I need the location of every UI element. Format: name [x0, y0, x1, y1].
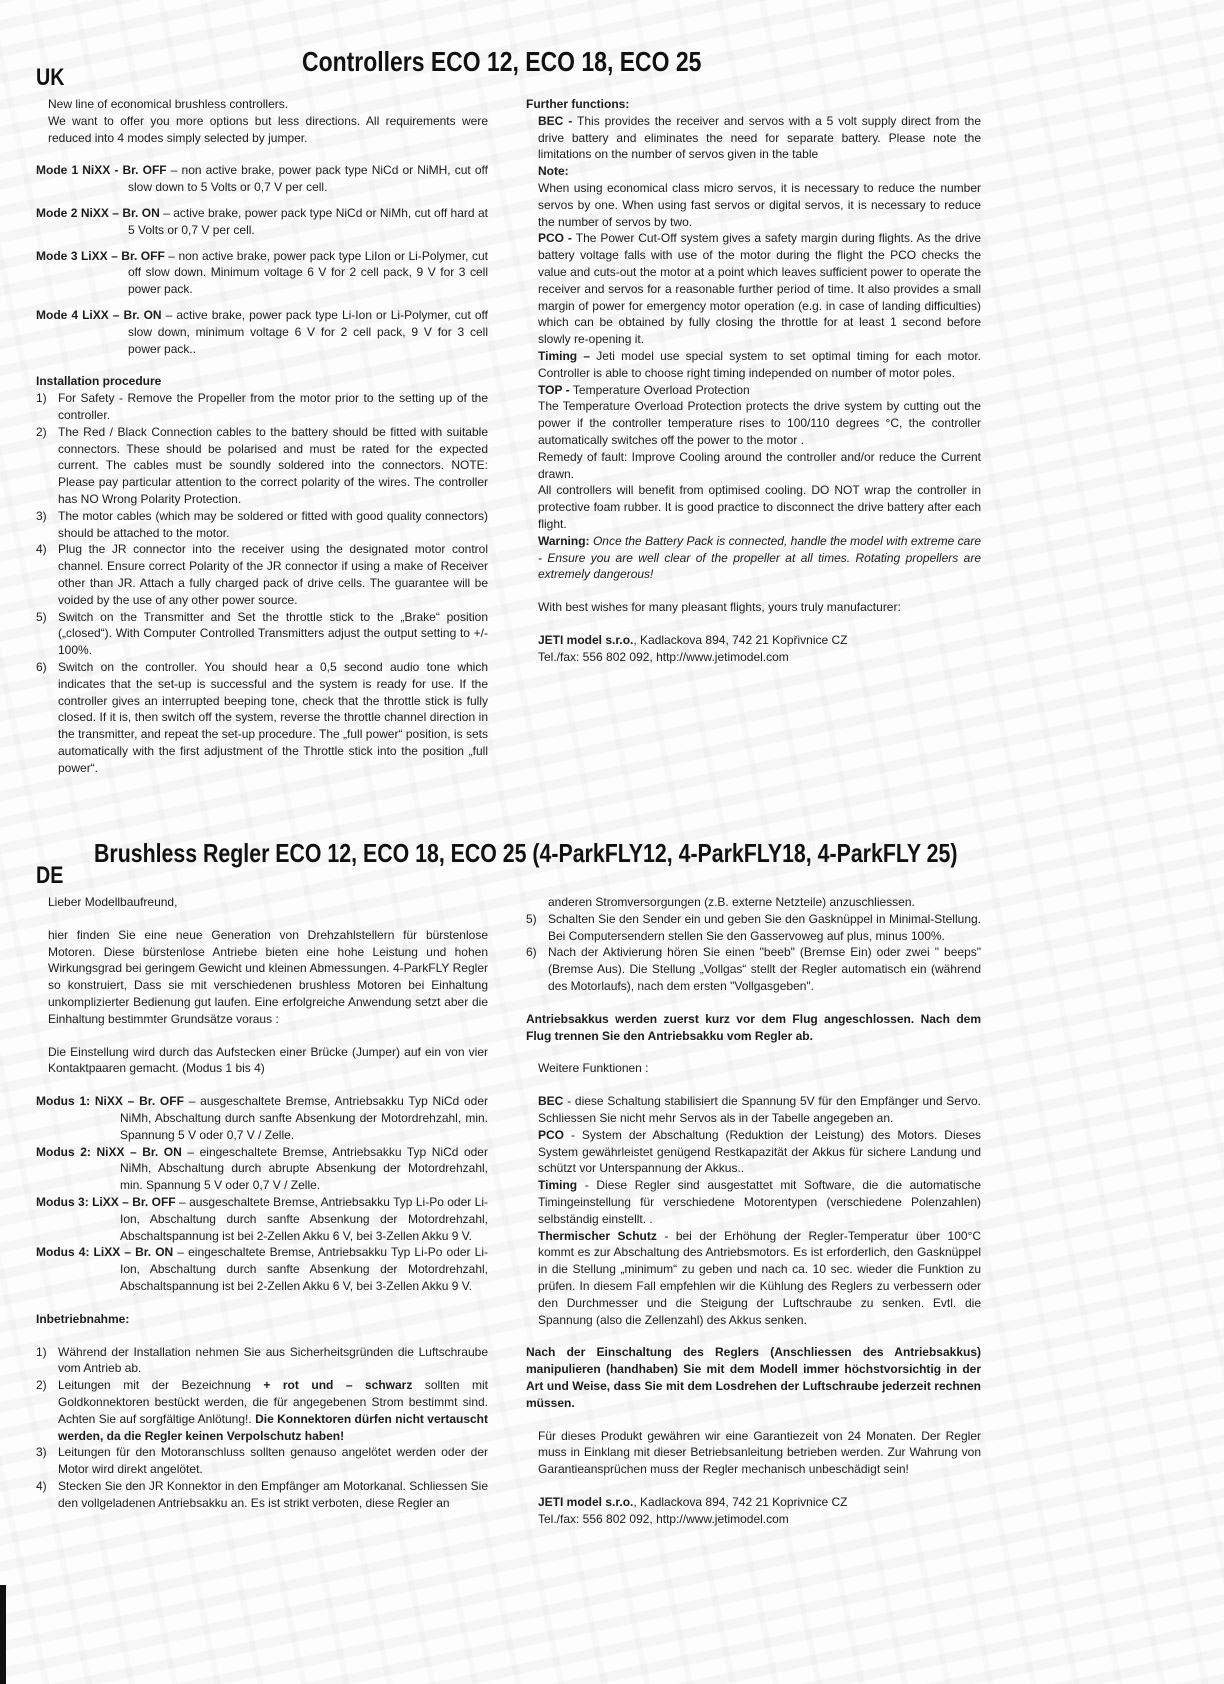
step-number: 1)	[36, 391, 47, 406]
uk-mode-1-text: – non active brake, power pack type NiCd or NiMH, cut off slow down to 5 Volts or 0,7 V per cell.	[128, 163, 488, 195]
step-number: 6)	[36, 659, 47, 674]
step-number: 1)	[36, 1344, 47, 1359]
uk-mode-2-text: – active brake, power pack type NiCd or NiMh, cut off hard at 5 Volts or 0,7 V per cell.	[128, 205, 488, 237]
de-mode-4-label: Modus 4: LiXX – Br. ON	[36, 1245, 174, 1260]
de-intro: hier finden Sie eine neue Generation von Drehzahlstellern für bürstenlose Motoren. Diese bürstenlose Antriebe bieten eine hohe Leistung und hohen Wirkungsgrad bei geringem Gewicht und kleinen Abmessungen. 4-ParkFLY Regler so konstruiert, Dass sie mit verschiedenen brushless Motoren bei Einhaltung unkomplizierter Bedienung gut laufen. Eine erfolgreiche Anwendung setzt aber die Einhaltung bestimmter Grundsätze voraus :	[48, 927, 488, 1026]
de-mode-3-text: – ausgeschaltete Bremse, Antriebsakku Typ Li-Po oder Li-Ion, Abschaltung durch sanfte Absenkung der Motordrehzahl, Abschaltspannung ist bei 2-Zellen Akku 6 V, bei 3-Zellen Akku 9 V.	[120, 1194, 488, 1243]
de-timing-paragraph	[526, 1177, 981, 1227]
de-mode-1	[36, 1093, 488, 1143]
uk-pco-paragraph	[526, 230, 981, 348]
uk-timing-label: Timing –	[538, 348, 597, 363]
step-text: anderen Stromversorgungen (z.B. externe Netzteile) anzuschliessen.	[548, 895, 915, 909]
de-timing-text: - Diese Regler sind ausgestattet mit Software, die die automatische Timingeinstellung für verschiedene Motorentypen (verschiedene Polenzahlen) selbständig einstellt. .	[538, 1178, 981, 1226]
uk-company-name: JETI model s.r.o.	[538, 632, 634, 647]
de-timing-label: Timing	[538, 1178, 578, 1193]
de-right-column	[526, 894, 981, 1528]
step-number: 2)	[36, 424, 47, 439]
de-inbetrieb-heading: Inbetriebnahme:	[36, 1311, 130, 1326]
de-greeting: Lieber Modellbaufreund,	[48, 895, 178, 909]
step-text: Plug the JR connector into the receiver using the designated motor control channel. Ensure correct Polarity of the JR connector if using a make of Receiver other than JR. Attach a fully charged pack of drive cells. The guarantee will be voided by the use of any other power source.	[58, 542, 488, 607]
uk-left-column	[36, 96, 488, 776]
step-text: The motor cables (which may be soldered or fitted with good quality connectors) should be attached to the motor.	[58, 508, 488, 540]
step-text: Stecken Sie den JR Konnektor in den Empfänger am Motorkanal. Schliessen Sie den vollgeladenen Antriebsakku an. Es ist strikt verboten, diese Regler an	[58, 1478, 488, 1510]
step-number: 5)	[526, 911, 537, 926]
step-number: 4)	[36, 1478, 47, 1493]
de-pco-text: - System der Abschaltung (Reduktion der Leistung) des Motors. Dieses System gewährleistet genügend Restkapazität der Akkus für sichere Landung und schützt vor Unterspannung der Akkus..	[538, 1127, 981, 1176]
list-item	[36, 609, 488, 659]
step-text: Nach der Aktivierung hören Sie einen "beeb" (Bremse Ein) oder zwei " beeps" (Bremse Aus). Die Stellung „Vollgas“ stellt der Regler automatisch ein (während des Motorlaufs), nach dem ersten "Vollgasgeben".	[548, 945, 981, 993]
step-text: Während der Installation nehmen Sie aus Sicherheitsgründen die Luftschraube vom Antrieb ab.	[58, 1344, 488, 1376]
uk-note-label: Note:	[538, 164, 569, 179]
de-company-address: , Kadlackova 894, 742 21 Koprivnice CZ	[633, 1494, 848, 1509]
list-item	[526, 944, 981, 994]
de-mode-1-text: – ausgeschaltete Bremse, Antriebsakku Typ NiCd oder NiMh, Abschaltung durch sanfte Absenkung der Motordrehzahl, min. Spannung 5 V oder 0,7 V / Zelle.	[120, 1094, 489, 1142]
de-company-name: JETI model s.r.o.	[538, 1494, 634, 1509]
list-item	[36, 390, 488, 424]
de-mode-2-label: Modus 2: NiXX – Br. ON	[36, 1144, 182, 1159]
uk-company	[526, 632, 981, 649]
step-text: Leitungen mit der Bezeichnung	[58, 1378, 264, 1393]
uk-mode-3	[36, 248, 488, 298]
uk-timing-text: Jeti model use special system to set optimal timing for each motor. Controller is able to choose right timing independed on number of motor poles.	[538, 348, 981, 380]
uk-right-column	[526, 96, 981, 666]
de-mode-4-text: – eingeschaltete Bremse, Antriebsakku Typ Li-Po oder Li-Ion, Abschaltung durch sanfte Absenkung der Motordrehzahl, Abschaltspannung ist bei 2-Zellen Akku 6 V, bei 3-Zellen Akku 9 V.	[120, 1245, 488, 1293]
de-language-label: DE	[36, 862, 64, 889]
uk-bec-paragraph	[526, 113, 981, 163]
de-contact: Tel./fax: 556 802 092, http://www.jetimodel.com	[538, 1511, 789, 1526]
list-item	[36, 659, 488, 777]
list-item	[36, 541, 488, 608]
de-thermal-text: - bei der Erhöhung der Regler-Temperatur über 100°C kommt es zur Abschaltung des Antriebsmotors. Es ist erforderlich, den Gasknüppel in die Stellung „minimum“ zu geben und nach ca. 10 sec. wieder die Funktion zu prüfen. In diesem Fall empfehlen wir die Kühlung des Reglers zu verbessern oder den Durchmesser und die Steigung der Luftschraube zu senken. Evtl. die Spannung (also die Zellenzahl) des Akkus senken.	[538, 1228, 982, 1327]
uk-page-title: Controllers ECO 12, ECO 18, ECO 25	[302, 46, 702, 77]
uk-mode-1-label: Mode 1 NiXX - Br. OFF	[36, 163, 167, 178]
step-text-polarity: + rot und – schwarz	[263, 1378, 413, 1393]
uk-mode-4-text: – active brake, power pack type Li-Ion or Li-Polymer, cut off slow down, minimum voltage 6 V for 2 cell pack, 9 V for 3 cell power pack..	[128, 307, 488, 356]
uk-mode-2	[36, 205, 488, 239]
uk-top-text: Temperature Overload Protection	[572, 382, 750, 397]
list-item	[526, 911, 981, 945]
step-text-warning: Die Konnektoren dürfen nicht vertauscht werden, da die Regler keinen Verpolschutz haben!	[58, 1411, 488, 1443]
list-item	[36, 1377, 488, 1444]
uk-mode-4-label: Mode 4 LiXX – Br. ON	[36, 307, 162, 322]
step-text: sollten mit Goldkonnektoren bestückt werden, die für angegebenen Strom bestimmt sind. Achten Sie auf sorgfältige Anlötung!.	[58, 1378, 489, 1426]
de-further-heading: Weitere Funktionen :	[538, 1061, 649, 1076]
uk-mode-3-label: Mode 3 LiXX – Br. OFF	[36, 248, 165, 263]
uk-mode-3-text: – non active brake, power pack type LiIon or Li-Polymer, cut off slow down. Minimum voltage 6 V for 2 cell pack, 9 V for 3 cell power pack.	[128, 248, 488, 297]
uk-contact: Tel./fax: 556 802 092, http://www.jetimodel.com	[538, 649, 789, 664]
step-number: 3)	[36, 508, 47, 523]
uk-top-heading	[526, 382, 981, 399]
step-number: 2)	[36, 1378, 47, 1393]
de-warranty: Für dieses Produkt gewähren wir eine Garantiezeit von 24 Monaten. Der Regler muss in Einklang mit dieser Betriebsanleitung betrieben werden. Zur Wahrung von Garantieansprüchen muss der Regler mechanisch unbeschädigt sein!	[538, 1428, 981, 1477]
step-text: Schalten Sie den Sender ein und geben Sie den Gasknüppel in Minimal-Stellung. Bei Computersendern stellen Sie den Gasservoweg auf plus, minus 100%.	[548, 911, 981, 943]
de-left-column	[36, 894, 488, 1512]
uk-bec-text: This provides the receiver and servos with a 5 volt supply direct from the drive battery and eliminates the need for separate battery. Please note the limitations on the number of servos given in the table	[538, 113, 982, 162]
step-text: The Red / Black Connection cables to the battery should be fitted with suitable connectors. These should be polarised and must be rated for the expected current. The cables must be soundly soldered into the connectors. NOTE: Please pay particular attention to the correct polarity of the wires. The controller has NO Wrong Polarity Protection.	[58, 424, 488, 506]
uk-bec-label: BEC -	[538, 113, 578, 128]
de-mode-2	[36, 1144, 488, 1194]
uk-warning-text: Once the Battery Pack is connected, handle the model with extreme care - Ensure you are well clear of the propeller at all times. Rotating propellers are extremely dangerous!	[538, 533, 981, 582]
de-pco-label: PCO	[538, 1127, 565, 1142]
uk-install-steps	[36, 390, 488, 776]
de-thermal-paragraph	[526, 1228, 981, 1329]
de-bec-text: - diese Schaltung stabilisiert die Spannung 5V für den Empfänger und Servo. Schliessen Sie nicht mehr Servos als in der Tabelle angegeben an.	[538, 1094, 981, 1125]
de-install-steps	[36, 1344, 488, 1512]
list-item	[36, 1344, 488, 1378]
uk-note-text: When using economical class micro servos, it is necessary to reduce the number servos by one. When using fast servos or digital servos, it is necessary to reduce the number of servos by two.	[538, 180, 981, 229]
de-safety-notice: Nach der Einschaltung des Reglers (Anschliessen des Antriebsakkus) manipulieren (handhaben) Sie mit dem Modell immer höchstvorsichtig in der Art und Weise, dass Sie mit dem Losdrehen der Luftschraube jederzeit rechnen müssen.	[526, 1345, 981, 1410]
step-number: 3)	[36, 1445, 47, 1460]
step-number: 5)	[36, 609, 47, 624]
uk-timing-paragraph	[526, 348, 981, 382]
uk-warning	[526, 533, 981, 583]
uk-company-address: , Kadlackova 894, 742 21 Kopřivnice CZ	[633, 632, 848, 647]
list-item	[36, 508, 488, 542]
uk-language-label: UK	[36, 64, 65, 91]
de-mode-3	[36, 1194, 488, 1244]
step-text: For Safety - Remove the Propeller from the motor prior to the setting up of the controller.	[58, 391, 488, 422]
uk-best-wishes: With best wishes for many pleasant flights, yours truly manufacturer:	[538, 600, 901, 615]
uk-intro-line1: New line of economical brushless controllers.	[48, 97, 289, 111]
de-mode-2-text: – eingeschaltete Bremse, Antriebsakku Typ NiCd oder NiMh, Abschaltung durch abrupte Absenkung der Motordrehzahl, min. Spannung 5 V oder 0,7 V / Zelle.	[120, 1144, 488, 1193]
uk-mode-1	[36, 162, 488, 196]
de-mode-1-label: Modus 1: NiXX – Br. OFF	[36, 1094, 184, 1109]
uk-intro-line2: We want to offer you more options but less directions. All requirements were reduced into 4 modes simply selected by jumper.	[48, 113, 488, 145]
de-mode-4	[36, 1244, 488, 1294]
de-thermal-label: Thermischer Schutz	[538, 1228, 657, 1243]
uk-top-label: TOP -	[538, 382, 573, 397]
uk-mode-4	[36, 307, 488, 357]
step-number: 6)	[526, 945, 537, 960]
step-number: 4)	[36, 542, 47, 557]
uk-top-description: The Temperature Overload Protection protects the drive system by cutting out the power if the controller temperature rises to 100/110 degrees °C, the controller automatically switches off the power to the motor .	[538, 399, 981, 447]
de-bec-label: BEC	[538, 1094, 564, 1109]
scan-edge-mark	[0, 1585, 6, 1684]
list-item	[36, 424, 488, 508]
uk-remedy: Remedy of fault: Improve Cooling around the controller and/or reduce the Current drawn.	[538, 449, 981, 481]
de-install-steps-cont	[526, 894, 981, 995]
de-mode-3-label: Modus 3: LiXX – Br. OFF	[36, 1194, 176, 1209]
list-item	[36, 1444, 488, 1478]
step-text: Leitungen für den Motoranschluss sollten genauso angelötet werden oder der Motor wird direkt angelötet.	[58, 1445, 488, 1477]
uk-pco-label: PCO -	[538, 231, 576, 246]
uk-pco-text: The Power Cut-Off system gives a safety margin during flights. As the drive battery voltage falls with use of the motor during the flight the PCO checks the value and cuts-out the motor at a point which leaves sufficient power to operate the receiver and servos for a reasonable further period of time. It also provides a small margin of power for emergency motor operation (e.g. in case of landing difficulties) which can be obtained by fully closing the throttle for at least 1 second before slowly re-opening it.	[538, 231, 981, 347]
de-page-title: Brushless Regler ECO 12, ECO 18, ECO 25 (4-ParkFLY12, 4-ParkFLY18, 4-ParkFLY 25)	[94, 838, 958, 868]
de-jumper-info: Die Einstellung wird durch das Aufstecken einer Brücke (Jumper) auf ein von vier Kontaktpaaren gemacht. (Modus 1 bis 4)	[48, 1044, 488, 1076]
de-company	[526, 1494, 981, 1511]
uk-install-heading: Installation procedure	[36, 374, 162, 389]
uk-cooling-advice: All controllers will benefit from optimised cooling. DO NOT wrap the controller in protective foam rubber. It is good practice to disconnect the drive battery after each flight.	[538, 483, 981, 531]
uk-warning-label: Warning:	[538, 533, 593, 548]
list-item	[36, 1478, 488, 1512]
uk-further-heading: Further functions:	[526, 97, 630, 111]
de-bec-paragraph	[526, 1093, 981, 1127]
list-item	[526, 894, 981, 911]
de-battery-notice: Antriebsakkus werden zuerst kurz vor dem Flug angeschlossen. Nach dem Flug trennen Sie den Antriebsakku vom Regler ab.	[526, 1011, 981, 1043]
uk-mode-2-label: Mode 2 NiXX – Br. ON	[36, 205, 160, 220]
step-text: Switch on the controller. You should hear a 0,5 second audio tone which indicates that the set-up is successful and the system is ready for use. If the controller gives an interrupted beeping tone, check that the throttle stick is fully closed. If it is, then switch off the system, reverse the throttle channel direction in the transmitter, and repeat the set-up procedure. The „full power“ position, is sets automatically with the first adjustment of the Throttle stick into the position „full power“.	[58, 659, 488, 775]
de-pco-paragraph	[526, 1127, 981, 1177]
step-text: Switch on the Transmitter and Set the throttle stick to the „Brake“ position („closed“). With Computer Controlled Transmitters adjust the output setting to +/- 100%.	[58, 609, 488, 658]
